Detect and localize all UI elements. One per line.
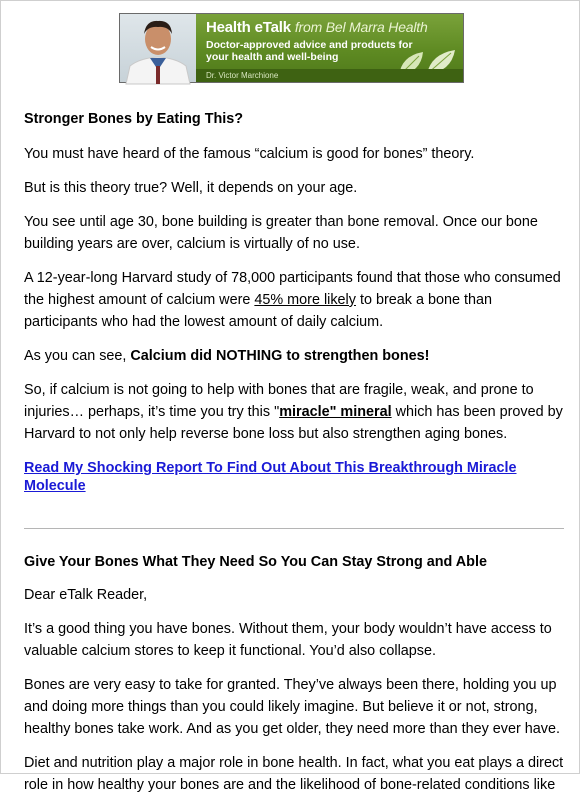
email-content [24,109,564,796]
article1-paragraph: As you can see, Calcium did NOTHING to strengthen bones! [24,348,430,364]
banner-text-panel [196,14,463,82]
study-link[interactable]: 45% more likely [254,292,356,308]
article1-paragraph: You see until age 30, bone building is greater than bone removal. Once our bone building years are over, calcium is virtually of no use. [24,214,538,252]
section-divider [24,528,564,529]
article2-paragraph: Diet and nutrition play a major role in bone health. In fact, what you eat plays a direct role in how healthy your bones are and the likelihood of bone-related conditions like [24,755,564,793]
article1-paragraph: A 12-year-long Harvard study of 78,000 participants found that those who consumed the highest amount of calcium were 45% more likely to break a bone than participants who had the lowest amount of daily calcium. [24,270,561,330]
article1-heading: Stronger Bones by Eating This? [24,111,244,127]
article2-greeting: Dear eTalk Reader, [24,587,148,603]
doctor-photo [120,14,196,82]
banner-tagline: Doctor-approved advice and products for your health and well-being [206,39,413,63]
article2-paragraph: Bones are very easy to take for granted. They’ve always been there, holding you up and doing more things than you could likely imagine. But believe it or not, strong, healthy bones take work. And as you get older, they need more than they ever have. [24,677,560,737]
health-etalk-banner[interactable] [119,13,464,83]
article1-paragraph: But is this theory true? Well, it depends on your age. [24,180,358,196]
article2-heading: Give Your Bones What They Need So You Can Stay Strong and Able [24,554,487,570]
banner-title: Health eTalk from Bel Marra Health [206,19,428,36]
shocking-report-link[interactable]: Read My Shocking Report To Find Out About This Breakthrough Miracle Molecule [24,460,517,494]
miracle-mineral-link[interactable]: miracle" mineral [279,404,392,420]
doctor-name: Dr. Victor Marchione [196,69,463,82]
article1-paragraph: So, if calcium is not going to help with bones that are fragile, weak, and prone to injuries… perhaps, it’s time you try this "miracle" mineral which has been proved by Harvard to not only help reverse bone loss but also strengthen aging bones. [24,382,563,442]
article1-paragraph: You must have heard of the famous “calcium is good for bones” theory. [24,146,475,162]
calcium-claim: Calcium did NOTHING to strengthen bones! [130,348,430,364]
article2-paragraph: It’s a good thing you have bones. Without them, your body wouldn’t have access to valuable calcium stores to keep it functional. You’d also collapse. [24,621,552,659]
